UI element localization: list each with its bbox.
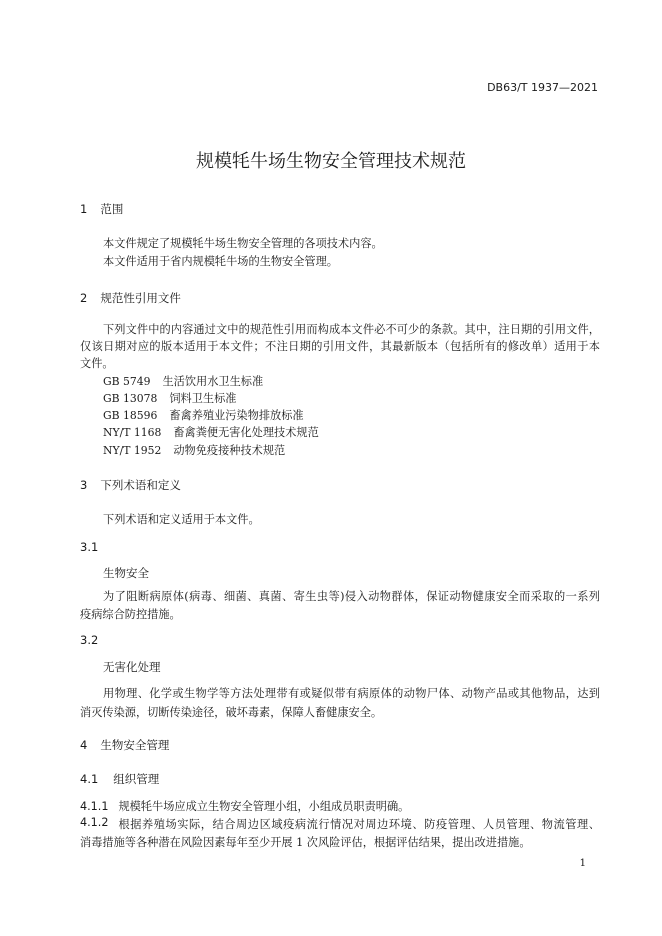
reference-code: GB 13078 [103, 392, 158, 405]
reference-code: GB 5749 [103, 375, 151, 388]
definition-line: 消灭传染源，切断传染途径，破坏毒素，保障人畜健康安全。 [80, 706, 383, 719]
clause [80, 798, 409, 814]
reference-item [103, 407, 304, 423]
paragraph-line: 文件。 [80, 357, 114, 370]
section-4-heading [80, 737, 169, 753]
section-title: 规范性引用文件 [100, 291, 181, 305]
section-number: 2 [80, 291, 88, 305]
reference-item [103, 424, 319, 440]
subsection-number: 4.1 [80, 772, 99, 786]
clause [80, 816, 600, 832]
section-title: 生物安全管理 [100, 738, 170, 752]
subsection-heading [80, 771, 159, 787]
paragraph: 本文件适用于省内规模牦牛场的生物安全管理。 [103, 255, 338, 268]
section-1-heading [80, 201, 123, 217]
reference-code: GB 18596 [103, 409, 158, 422]
document-code: DB63/T 1937—2021 [487, 81, 598, 94]
section-2-heading [80, 290, 181, 306]
paragraph-line: 仅该日期对应的版本适用于本文件；不注日期的引用文件，其最新版本（包括所有的修改单）适用于本 [80, 340, 600, 353]
reference-title: 畜禽粪便无害化处理技术规范 [173, 426, 319, 439]
definition-line: 用物理、化学或生物学等方法处理带有或疑似带有病原体的动物尸体、动物产品或其他物品，达到 [103, 687, 600, 700]
reference-item [103, 390, 236, 406]
reference-title: 动物免疫接种技术规范 [173, 444, 286, 457]
reference-item [103, 442, 285, 458]
term-name: 生物安全 [103, 566, 149, 580]
definition-line: 为了阻断病原体(病毒、细菌、真菌、寄生虫等)侵入动物群体，保证动物健康安全而采取的一系列 [103, 590, 600, 603]
term-name: 无害化处理 [103, 660, 161, 674]
reference-code: NY/T 1168 [103, 426, 162, 439]
section-number: 1 [80, 202, 88, 216]
reference-title: 生活饮用水卫生标准 [162, 375, 264, 388]
clause-line: 消毒措施等各种潜在风险因素每年至少开展 1 次风险评估，根据评估结果，提出改进措施。 [80, 836, 531, 849]
reference-code: NY/T 1952 [103, 444, 162, 457]
definition-line: 疫病综合防控措施。 [80, 608, 181, 621]
paragraph: 下列术语和定义适用于本文件。 [103, 513, 260, 526]
paragraph: 本文件规定了规模牦牛场生物安全管理的各项技术内容。 [103, 237, 383, 250]
document-title: 规模牦牛场生物安全管理技术规范 [196, 151, 466, 172]
section-number: 3 [80, 478, 88, 492]
clause-text: 规模牦牛场应成立生物安全管理小组，小组成员职责明确。 [118, 800, 410, 813]
section-3-heading [80, 477, 181, 493]
section-number: 4 [80, 738, 88, 752]
subsection-title: 组织管理 [113, 772, 160, 786]
page-number: 1 [579, 858, 586, 869]
term-number: 3.1 [80, 540, 99, 554]
term-number: 3.2 [80, 633, 99, 647]
section-title: 范围 [100, 202, 124, 216]
clause-number: 4.1.2 [80, 816, 109, 829]
clause-number: 4.1.1 [80, 800, 109, 813]
reference-title: 饲料卫生标准 [169, 392, 237, 405]
reference-item [103, 373, 263, 389]
paragraph-line: 下列文件中的内容通过文中的规范性引用而构成本文件必不可少的条款。其中，注日期的引用文件， [103, 323, 600, 336]
reference-title: 畜禽养殖业污染物排放标准 [169, 409, 304, 422]
section-title: 下列术语和定义 [100, 478, 181, 492]
clause-text: 根据养殖场实际，结合周边区域疫病流行情况对周边环境、防疫管理、人员管理、物流管理、 [118, 818, 600, 831]
